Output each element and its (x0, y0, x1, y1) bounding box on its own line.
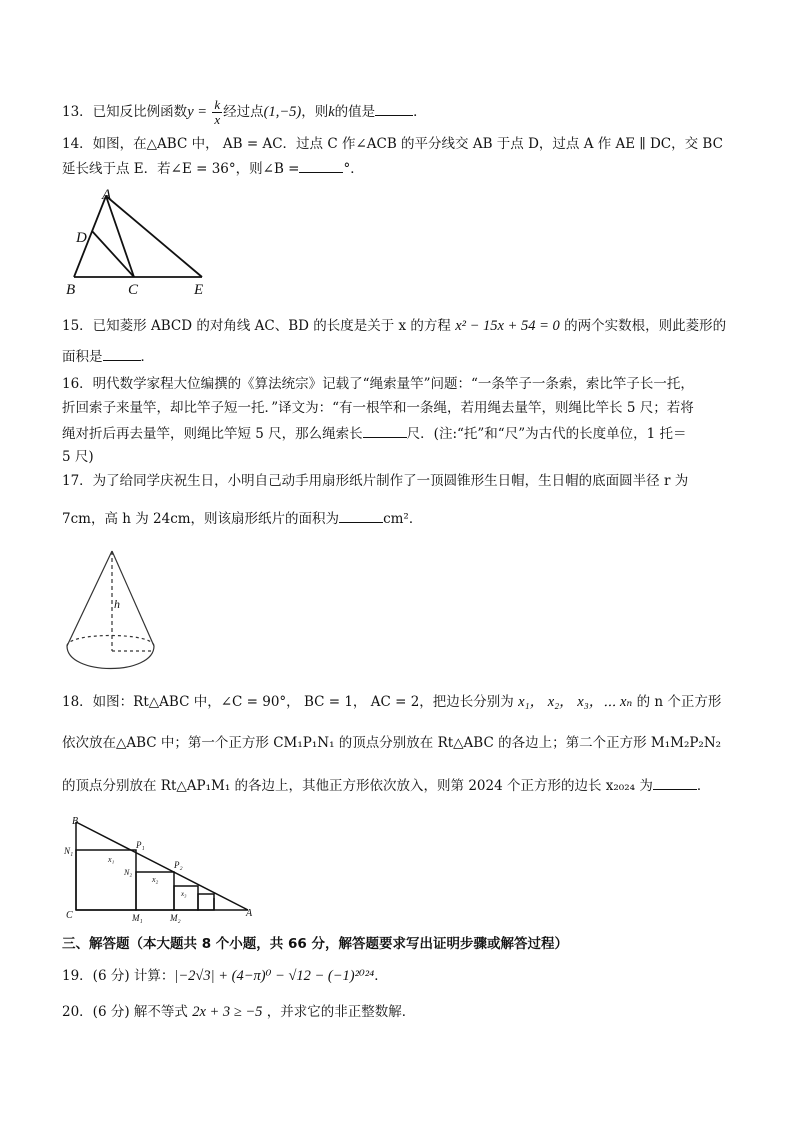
fig-label-d: D (76, 230, 87, 246)
q16-line-3a: 绳对折后再去量竿，则绳比竿短 5 尺，那么绳索长 (62, 426, 363, 442)
q17-line-2b: cm²． (383, 511, 423, 527)
fig-label-x1: x₁ (108, 855, 115, 864)
q13-text-d: 的值是 (334, 104, 376, 120)
question-20 (62, 1002, 415, 1022)
q14-line-2 (62, 158, 364, 179)
q15-line-1a: 15．已知菱形 ABCD 的对角线 AC、BD 的长度是关于 x 的方程 (62, 318, 451, 334)
q15-line-1 (62, 316, 726, 336)
frac-denominator: x (214, 112, 221, 127)
q17-cone-figure (62, 546, 162, 680)
q15-line-1b: 的两个实数根，则此菱形的 (564, 318, 727, 334)
q16-line-1: 16．明代数学家程大位编撰的《算法统宗》记载了“绳索量竿”问题：“一条竿子一条索，索比竿子长一托， (62, 376, 694, 392)
q13-k: k (328, 104, 335, 120)
q16-line-4: 5 尺) (62, 449, 94, 465)
q18-line-3b: ． (696, 778, 711, 794)
fig-label-n2: N₂ (124, 868, 133, 877)
fig-label-e: E (194, 282, 204, 298)
q13-text: 13．已知反比例函数 (62, 104, 188, 120)
fig-label-n1: N₁ (64, 846, 74, 856)
fig-label-c: C (128, 282, 139, 298)
q14-triangle-figure (62, 186, 212, 298)
fig-label-p2: P₂ (174, 860, 183, 870)
fig-label-b: B (66, 282, 76, 298)
q18-squares-figure (62, 814, 262, 924)
fig-label-m1: M₁ (132, 913, 143, 923)
q17-line-2a: 7cm，高 h 为 24cm，则该扇形纸片的面积为 (62, 511, 340, 527)
q15-line-2b: ． (140, 349, 154, 365)
q14-line-2b: °． (343, 161, 364, 177)
q17-line-2 (62, 508, 422, 529)
answer-blank (299, 158, 343, 173)
fig-label-x3: x₃ (181, 890, 187, 898)
q15-line-2a: 面积是 (62, 349, 103, 365)
answer-blank (653, 775, 697, 790)
answer-blank (363, 423, 407, 438)
answer-blank (103, 346, 141, 361)
question-13 (62, 98, 427, 127)
fig-label-a: A (246, 908, 253, 919)
q13-end: ． (413, 104, 427, 120)
q20-end: ，并求它的非正整数解． (266, 1004, 416, 1020)
q18-line-3a: 的顶点分别放在 Rt△AP₁M₁ 的各边上，其他正方形依次放入，则第 2024 个正方形的边长 x₂₀₂₄ 为 (62, 778, 653, 794)
q19-text: 19．(6 分) 计算： (62, 968, 175, 984)
q14-line-1: 14．如图，在△ABC 中， AB = AC．过点 C 作∠ACB 的平分线交 AB 于点 D，过点 A 作 AE ∥ DC，交 BC (62, 136, 723, 152)
q18-line-3 (62, 775, 710, 796)
q18-line-1c: 的 n 个正方形 (636, 694, 722, 710)
fig-label-b: B (72, 816, 79, 827)
fig-label-m2: M₂ (170, 913, 181, 923)
q16-line-2: 折回索子来量竿，却比竿子短一托．”译文为：“有一根竿和一条绳，若用绳去量竿，则绳比竿长 5 尺；若将 (62, 400, 694, 416)
q14-line-2a: 延长线于点 E．若∠E = 36°，则∠B = (62, 161, 300, 177)
section-3-title: 三、解答题（本大题共 8 个小题，共 66 分，解答题要求写出证明步骤或解答过程） (62, 936, 568, 952)
q18-line-1 (62, 692, 721, 712)
q15-line-2 (62, 346, 154, 367)
q13-fraction (212, 98, 222, 127)
q18-line-1a: 18．如图：Rt△ABC 中，∠C = 90°， BC = 1， AC = 2，把边长分别为 (62, 694, 514, 710)
q16-line-3 (62, 423, 686, 444)
fig-label-p1: P₁ (136, 840, 145, 850)
question-19 (62, 966, 388, 986)
fig-label-x2: x₂ (152, 875, 159, 884)
q15-equation: x² − 15x + 54 = 0 (455, 318, 560, 334)
q18-line-2: 依次放在△ABC 中；第一个正方形 CM₁P₁N₁ 的顶点分别放在 Rt△ABC 的各边上；第二个正方形 M₁M₂P₂N₂ (62, 735, 722, 751)
q20-inequality: 2x + 3 ≥ −5 (192, 1004, 263, 1020)
q16-line-3b: 尺．(注:“托”和“尺”为古代的长度单位，1 托＝ (406, 426, 687, 442)
q13-point: (1,−5) (263, 104, 302, 120)
fig-label-c: C (66, 910, 73, 921)
q13-y-eq: y = (187, 104, 208, 120)
q18-series: x₁， x₂， x₃，⋯ xₙ (518, 694, 633, 710)
frac-numerator: k (214, 97, 221, 112)
q13-text-b: 经过点 (223, 104, 264, 120)
answer-blank (339, 508, 383, 523)
fig-label-a: A (102, 187, 112, 203)
q20-text: 20．(6 分) 解不等式 (62, 1004, 188, 1020)
fig-label-h: h (114, 597, 120, 611)
q13-text-c: ，则 (301, 104, 329, 120)
q19-end: ． (374, 968, 388, 984)
q17-line-1: 17．为了给同学庆祝生日，小明自己动手用扇形纸片制作了一顶圆锥形生日帽，生日帽的底面圆半径 r 为 (62, 473, 689, 489)
answer-blank (375, 101, 413, 116)
q19-expression: |−2√3| + (4−π)⁰ − √12 − (−1)²⁰²⁴ (174, 968, 375, 984)
